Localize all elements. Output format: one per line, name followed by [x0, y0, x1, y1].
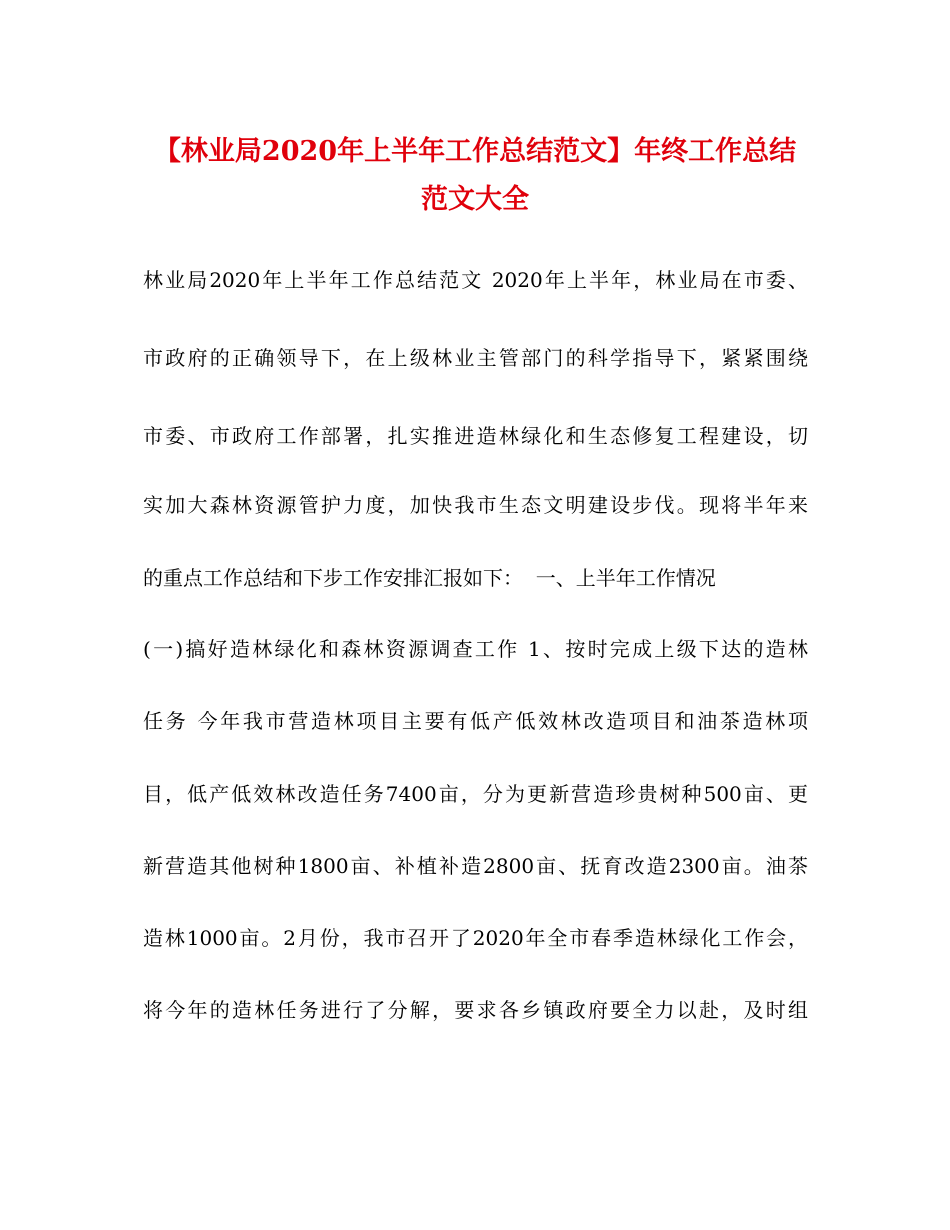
body-text-line-2: 市政府的正确领导下，在上级林业主管部门的科学指导下，紧紧围绕 — [143, 346, 808, 370]
body-text-line-7: 任务 今年我市营造林项目主要有低产低效林改造项目和油茶造林项 — [143, 709, 808, 733]
body-text-line-11: 将今年的造林任务进行了分解，要求各乡镇政府要全力以赴，及时组 — [143, 998, 808, 1022]
body-text-line-3: 市委、市政府工作部署，扎实推进造林绿化和生态修复工程建设，切 — [143, 424, 808, 448]
document-title-line-2: 范文大全 — [421, 184, 529, 215]
body-text-line-6: (一)搞好造林绿化和森林资源调查工作 1、按时完成上级下达的造林 — [143, 637, 808, 661]
body-text-line-10: 造林1000亩。2月份，我市召开了2020年全市春季造林绿化工作会， — [143, 926, 808, 950]
body-text-line-4: 实加大森林资源管护力度，加快我市生态文明建设步伐。现将半年来 — [143, 493, 808, 517]
body-text-line-8: 目，低产低效林改造任务7400亩，分为更新营造珍贵树种500亩、更 — [143, 782, 808, 806]
body-text-line-1: 林业局2020年上半年工作总结范文 2020年上半年，林业局在市委、 — [143, 268, 808, 292]
body-text-line-5: 的重点工作总结和下步工作安排汇报如下： 一、上半年工作情况 — [143, 566, 716, 590]
body-text-line-9: 新营造其他树种1800亩、补植补造2800亩、抚育改造2300亩。油茶 — [143, 854, 808, 878]
document-title-line-1: 【林业局2020年上半年工作总结范文】年终工作总结 — [153, 136, 797, 167]
